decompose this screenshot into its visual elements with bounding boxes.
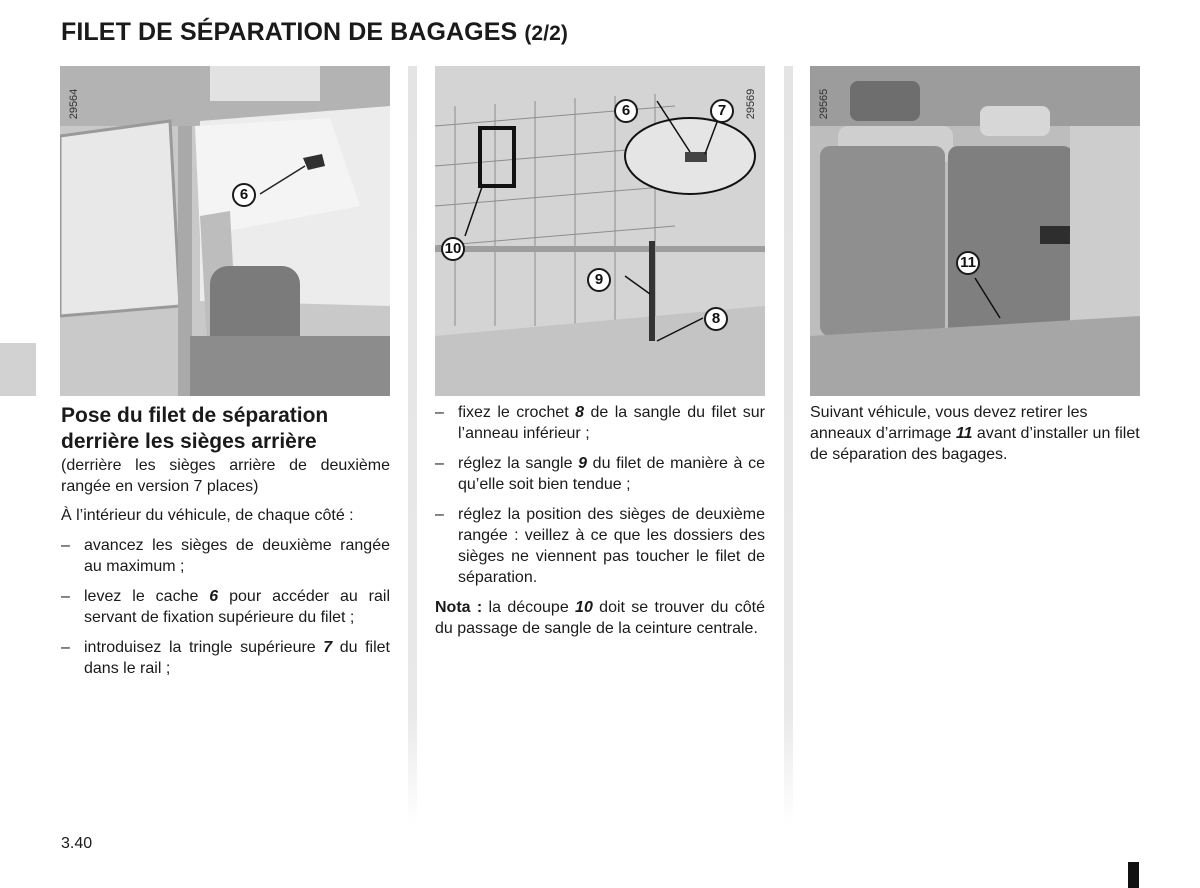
callout-8: 8 <box>704 307 728 331</box>
callout-11: 11 <box>956 251 980 275</box>
reference-number: 7 <box>323 639 333 656</box>
title-part-indicator: (2/2) <box>524 22 569 45</box>
info-paragraph: Suivant véhicule, vous devez retirer les anneaux d’arrimage 11 avant d’installer un filet de séparation des bagages. <box>810 404 1140 463</box>
reference-number: 11 <box>955 425 973 442</box>
list-item: – introduisez la tringle supérieure 7 du filet dans le rail ; <box>61 639 390 677</box>
column-right <box>810 402 1140 474</box>
note-paragraph: Nota : la découpe 10 doit se trouver du côté du passage de sangle de la ceinture centrale. <box>435 599 766 637</box>
section-heading: Pose du filet de séparation derrière les sièges arrière <box>61 404 329 453</box>
figure-reference-code: 29564 <box>68 88 80 120</box>
reference-number: 10 <box>575 599 593 616</box>
page-number: 3.40 <box>61 835 93 852</box>
reference-number: 8 <box>575 404 585 421</box>
callout-7: 7 <box>710 99 734 123</box>
list-item: – levez le cache 6 pour accéder au rail servant de fixation supérieure du filet ; <box>61 588 390 626</box>
figure-reference-code: 29569 <box>745 88 757 120</box>
note-label: Nota : <box>435 599 483 616</box>
intro-paragraph: À l’intérieur du véhicule, de chaque côté : <box>61 507 354 524</box>
figure-reference-code: 29565 <box>818 88 830 120</box>
column-divider <box>784 66 793 826</box>
page-title: FILET DE SÉPARATION DE BAGAGES (2/2) <box>61 18 569 46</box>
corner-mark <box>1128 862 1139 888</box>
callout-10: 10 <box>441 237 465 261</box>
list-item: – avancez les sièges de deuxième rangée au maximum ; <box>61 537 390 575</box>
list-item: – réglez la position des sièges de deuxième rangée : veillez à ce que les dossiers des sièges ne viennent pas toucher le filet de séparation. <box>435 506 765 586</box>
column-left <box>61 403 390 688</box>
list-item: – fixez le crochet 8 de la sangle du filet sur l’anneau inférieur ; <box>435 404 765 442</box>
figure-net-installation <box>435 66 765 396</box>
chapter-tab <box>0 343 36 396</box>
section-subheading: (derrière les sièges arrière de deuxième rangée en version 7 places) <box>61 457 390 495</box>
callout-6: 6 <box>232 183 256 207</box>
figure-rear-window-cover <box>60 66 390 396</box>
instruction-list <box>435 402 765 588</box>
callout-6: 6 <box>614 99 638 123</box>
reference-number: 9 <box>578 455 588 472</box>
figure-tie-down-rings <box>810 66 1140 396</box>
illustration-rear-seats <box>810 66 1140 396</box>
column-middle <box>435 402 765 648</box>
illustration-rear-cabin <box>60 66 390 396</box>
column-divider <box>408 66 417 826</box>
reference-number: 6 <box>209 588 219 605</box>
callout-9: 9 <box>587 268 611 292</box>
list-item: – réglez la sangle 9 du filet de manière à ce qu’elle soit bien tendue ; <box>435 455 766 493</box>
instruction-list <box>61 535 390 679</box>
